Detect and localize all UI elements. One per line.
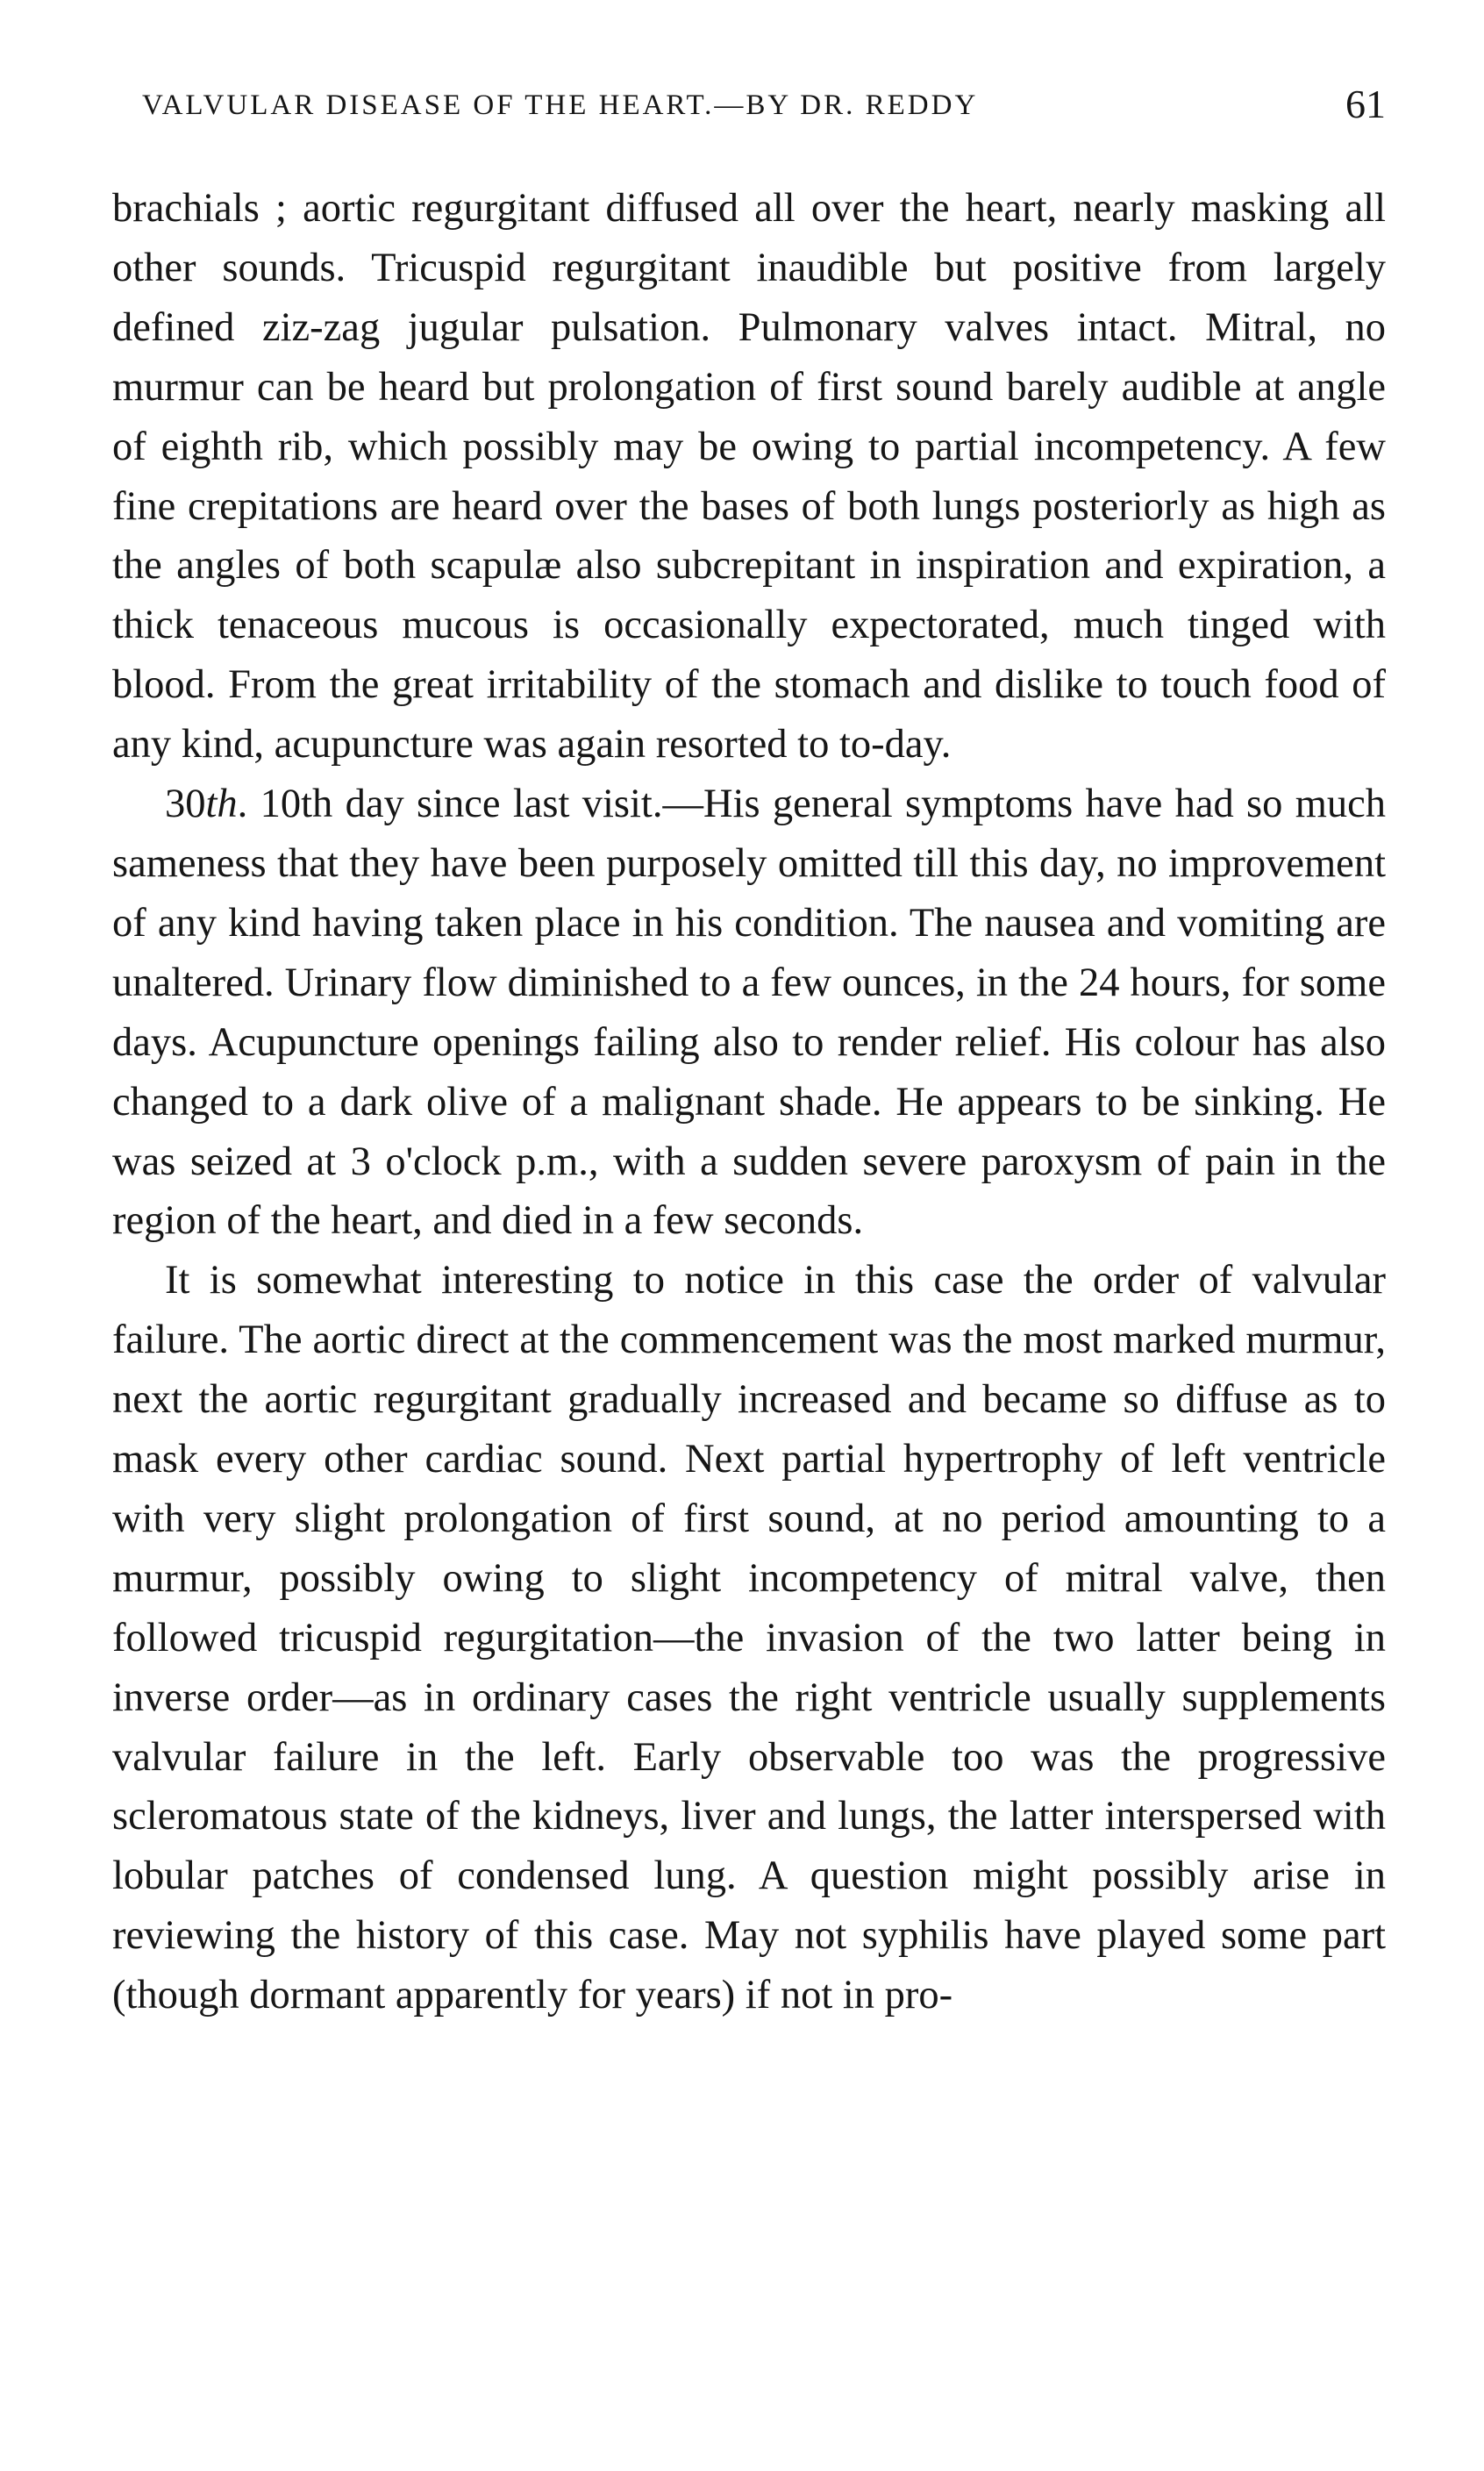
day-marker <box>165 782 238 826</box>
running-title: VALVULAR DISEASE OF THE HEART.—BY DR. REDDY <box>142 89 979 121</box>
day-number: 30 <box>165 782 206 827</box>
paragraph-continuation: brachials ; aortic regurgitant diffused all over the heart, nearly masking all other sounds. Tricuspid regurgitant inaudible but positive from largely defined ziz-zag jugular pulsation. Pulmonary valves intact. Mitral, no murmur can be heard but prolongation of first sound barely audible at angle of eighth rib, which possibly may be owing to partial incompetency. A few fine crepitations are heard over the bases of both lungs posteriorly as high as the angles of both scapulæ also subcrepitant in inspiration and expiration, a thick tenaceous mucous is occasionally expectorated, much tinged with blood. From the great irritability of the stomach and dislike to touch food of any kind, acupuncture was again resorted to to-day. <box>112 186 1386 768</box>
body-text <box>112 179 1386 2025</box>
paragraph-30th-day <box>112 775 1386 1251</box>
book-page <box>112 81 1386 2025</box>
paragraph-valvular-failure: It is somewhat interesting to notice in this case the order of valvular failure. The aortic direct at the commencement was the most marked murmur, next the aortic regurgitant gradually increased and became so diffuse as to mask every other cardiac sound. Next partial hypertrophy of left ventricle with very slight prolongation of first sound, at no period amounting to a murmur, possibly owing to slight incompetency of mitral valve, then followed tricuspid regurgitation—the invasion of the two latter being in inverse order—as in ordinary cases the right ventricle usually supplements valvular failure in the left. Early observable too was the progressive scleromatous state of the kidneys, liver and lungs, the latter interspersed with lobular patches of condensed lung. A question might possibly arise in reviewing the history of this case. May not syphilis have played some part (though dormant apparently for years) if not in pro- <box>112 1258 1386 2018</box>
running-head <box>128 81 1386 133</box>
paragraph-30th-day-text: . 10th day since last visit.—His general symptoms have had so much sameness that they have been purposely omitted till this day, no improvement of any kind having taken place in his condition. The nausea and vomiting are unaltered. Urinary flow diminished to a few ounces, in the 24 hours, for some days. Acupuncture openings failing also to render relief. His colour has also changed to a dark olive of a malignant shade. He appears to be sinking. He was seized at 3 o'clock p.m., with a sudden severe paroxysm of pain in the region of the heart, and died in a few seconds. <box>112 782 1386 1244</box>
day-suffix: th <box>205 782 238 827</box>
page-number: 61 <box>1345 82 1386 126</box>
